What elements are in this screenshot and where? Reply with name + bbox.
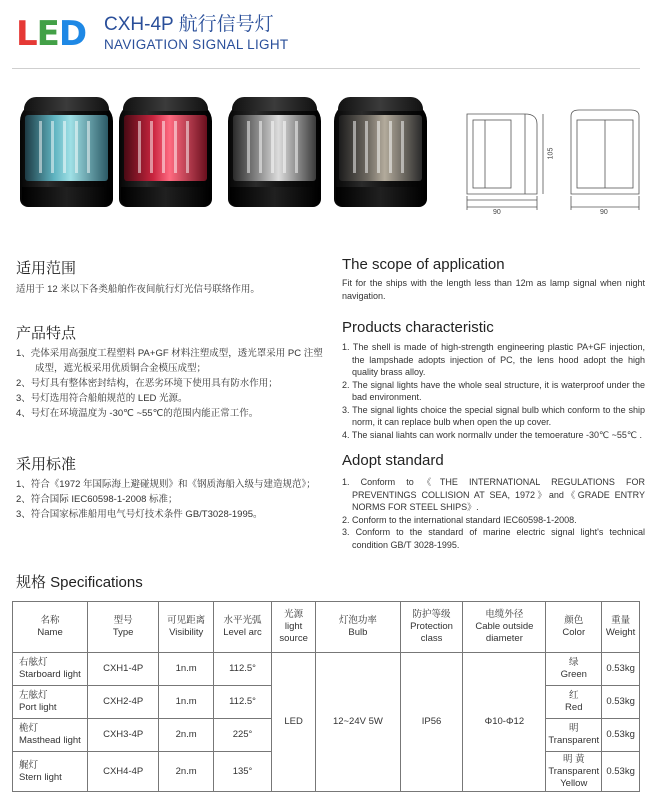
header-divider (12, 68, 640, 69)
cell-visibility: 2n.m (159, 752, 214, 792)
products-item-en: 2. The signal lights have the whole seal structure, it is waterproof under the bad environment. (342, 379, 645, 402)
cell-name: 桅灯 Masthead light (13, 719, 88, 752)
cell-color: 明 黄 Transparent Yellow (546, 752, 602, 792)
header-visibility: 可见距离 Visibility (159, 602, 214, 653)
products-item-en: 4. The sianal liahts can work normallv under the temoerature -30℃ ~55℃ . (342, 429, 642, 440)
cell-name: 右舷灯 Starboard light (13, 653, 88, 686)
table-row (13, 653, 640, 686)
products-list-en (342, 341, 645, 441)
cell-color: 绿 Green (546, 653, 602, 686)
front-width-label: 90 (600, 209, 608, 216)
lamp-photo-white (228, 97, 321, 209)
scope-text-en: Fit for the ships with the length less than 12m as lamp signal when night navigation. (342, 278, 645, 301)
logo-letter-l: L (16, 14, 37, 54)
cell-visibility: 2n.m (159, 719, 214, 752)
cell-weight: 0.53kg (602, 653, 640, 686)
cell-arc: 112.5° (214, 653, 272, 686)
cell-type: CXH1-4P (88, 653, 159, 686)
standard-item-en: 2. Conform to the international standard IEC60598-1-2008. (342, 514, 577, 525)
header-cable: 电缆外径 Cable outside diameter (463, 602, 546, 653)
products-item-en: 3. The signal lights choice the special signal bulb which conform to the ship norm, it can replace bulb when open the up cover. (342, 404, 645, 427)
side-width-label: 90 (493, 209, 501, 216)
specs-title: 规格 Specifications (16, 574, 143, 591)
scope-text-cn: 适用于 12 米以下各类船舶作夜间航行灯光信号联络作用。 (16, 284, 260, 295)
cell-arc: 112.5° (214, 686, 272, 719)
cell-visibility: 1n.m (159, 653, 214, 686)
cell-type: CXH4-4P (88, 752, 159, 792)
header-level-arc: 水平光弧 Level arc (214, 602, 272, 653)
products-title-cn: 产品特点 (16, 325, 77, 342)
products-item-cn: 4、号灯在环境温度为 -30℃ ~55℃的范围内能正常工作。 (16, 408, 259, 419)
lamp-photo-red (119, 97, 212, 209)
cell-cable: Φ10-Φ12 (463, 653, 546, 792)
specs-table (12, 601, 640, 792)
products-list-cn (16, 346, 336, 421)
header-protection: 防护等级 Protection class (400, 602, 463, 653)
cell-type: CXH3-4P (88, 719, 159, 752)
cell-name: 左舷灯 Port light (13, 686, 88, 719)
specs-header-row (13, 602, 640, 653)
header-name: 名称 Name (13, 602, 88, 653)
standard-list-en (342, 476, 645, 551)
products-item-cn: 2、号灯具有整体密封结构，在恶劣环境下使用具有防水作用； (16, 378, 278, 389)
cell-name: 艉灯 Stern light (13, 752, 88, 792)
products-item-cn: 3、号灯选用符合船舶规范的 LED 光源。 (16, 393, 188, 404)
cell-color: 红 Red (546, 686, 602, 719)
cell-weight: 0.53kg (602, 686, 640, 719)
header-weight: 重量 Weight (602, 602, 640, 653)
standard-item-cn: 3、符合国家标准船用电气号灯技术条件 GB/T3028-1995。 (16, 509, 263, 520)
standard-list-cn (16, 477, 336, 522)
header-color: 颜色 Color (546, 602, 602, 653)
cell-weight: 0.53kg (602, 719, 640, 752)
cell-bulb: 12~24V 5W (316, 653, 400, 792)
side-height-label: 105 (547, 147, 555, 160)
page-subtitle: NAVIGATION SIGNAL LIGHT (104, 37, 289, 52)
header-type: 型号 Type (88, 602, 159, 653)
cell-protection: IP56 (400, 653, 463, 792)
cell-arc: 135° (214, 752, 272, 792)
products-item-cn: 成型，遮光板采用优质铜合金模压成型； (16, 363, 207, 374)
standard-title-cn: 采用标准 (16, 456, 77, 473)
cell-weight: 0.53kg (602, 752, 640, 792)
side-view-drawing (467, 114, 543, 210)
front-view-drawing (571, 110, 639, 210)
scope-title-cn: 适用范围 (16, 260, 77, 277)
header-light-source: 光源 light source (272, 602, 316, 653)
cell-color: 明 Transparent (546, 719, 602, 752)
cell-source: LED (272, 653, 316, 792)
standard-item-cn: 2、符合国际 IEC60598-1-2008 标准； (16, 494, 178, 505)
logo-letter-e: E (36, 14, 59, 54)
standard-item-en: 3. Conform to the standard of marine electric signal light's technical condition GB/T 3028-1995. (342, 527, 645, 550)
cell-type: CXH2-4P (88, 686, 159, 719)
led-logo (16, 14, 86, 54)
page-title: CXH-4P 航行信号灯 (104, 14, 274, 35)
header (16, 12, 636, 56)
lamp-photo-green (20, 97, 113, 209)
cell-visibility: 1n.m (159, 686, 214, 719)
cell-arc: 225° (214, 719, 272, 752)
technical-drawing (455, 98, 645, 223)
lamp-photo-yellow (334, 97, 427, 209)
standard-title-en: Adopt standard (342, 452, 444, 469)
standard-item-cn: 1、符合《1972 年国际海上避碰规则》和《钢质海船入级与建造规范》； (16, 479, 316, 490)
products-title-en: Products characteristic (342, 319, 494, 336)
scope-title-en: The scope of application (342, 256, 505, 273)
header-bulb: 灯泡功率 Bulb (316, 602, 400, 653)
logo-letter-d: D (58, 14, 87, 54)
products-item-en: 1. The shell is made of high-strength engineering plastic PA+GF injection, the lampshade adopts injection of PC, the lens hood adopt the high quality brass alloy. (342, 342, 645, 377)
products-item-cn: 1、壳体采用高强度工程塑料 PA+GF 材料注塑成型，透光罩采用 PC 注塑 (16, 348, 323, 359)
standard-item-en: 1. Conform to《THE INTERNATIONAL REGULATIONS FOR PREVENTINGS COLLISION AT SEA, 1972》and《GRADE ENTRY NORMS FOR STEEL SHIPS》. (342, 477, 645, 512)
